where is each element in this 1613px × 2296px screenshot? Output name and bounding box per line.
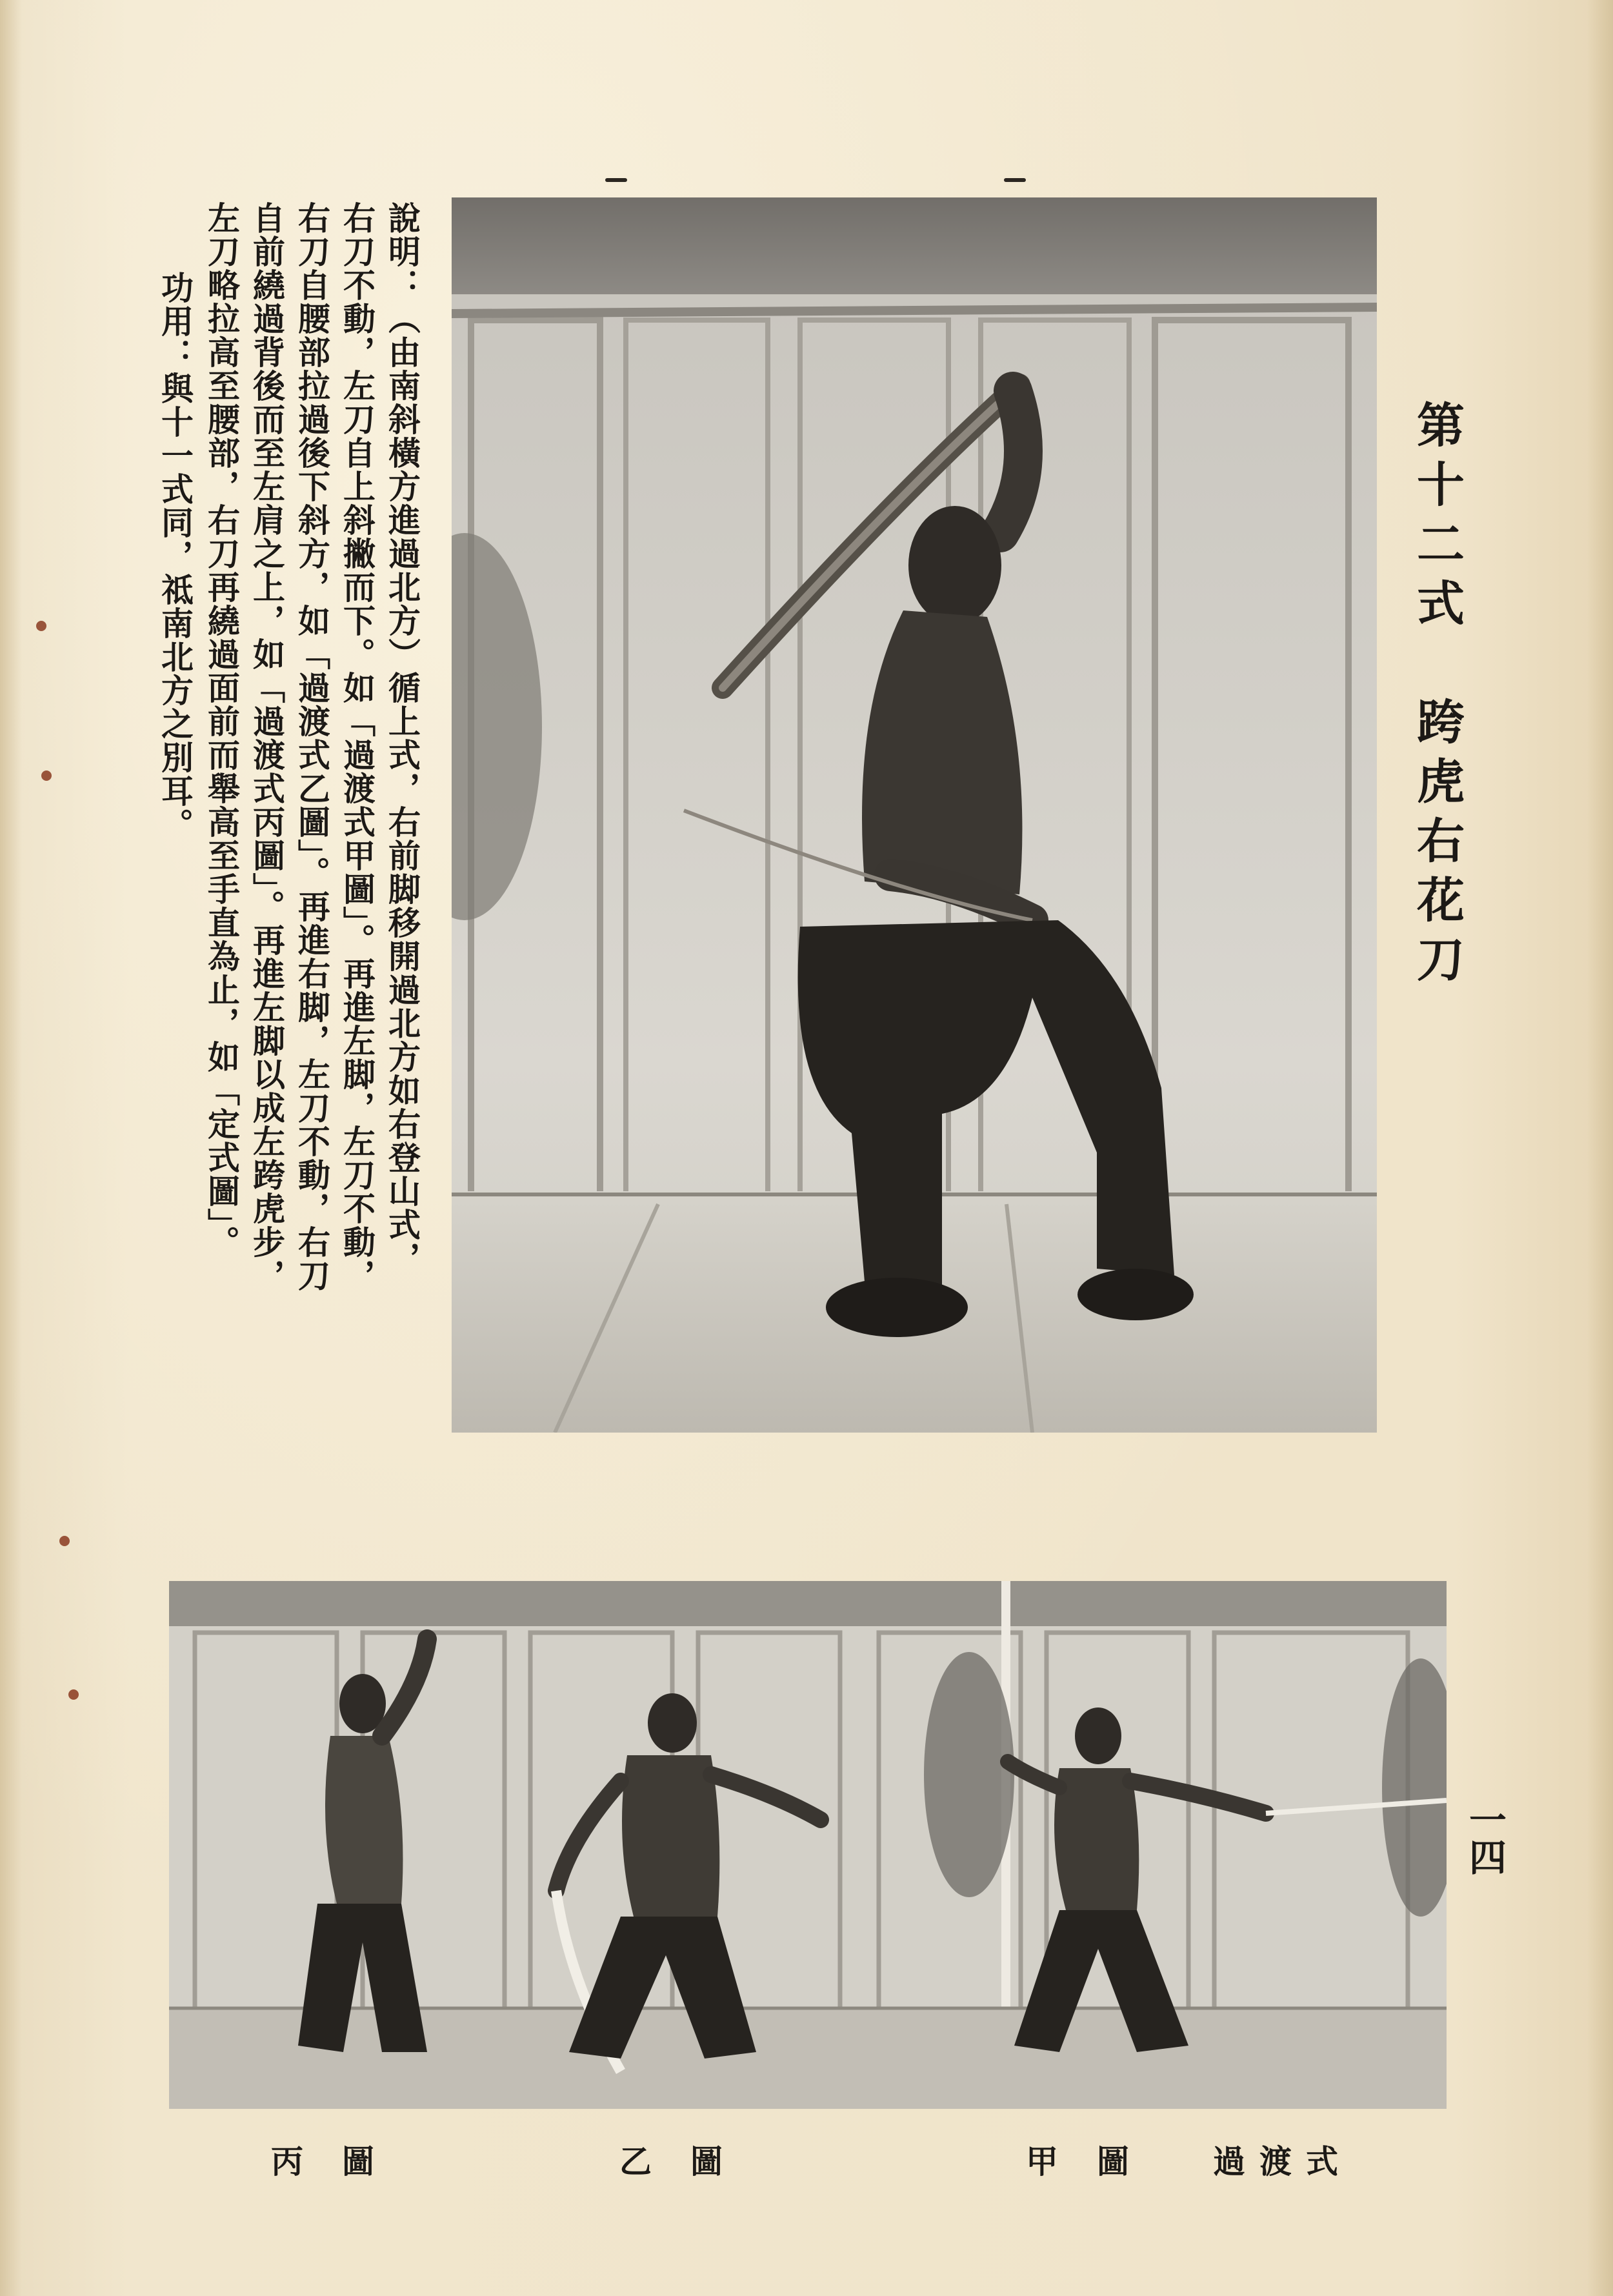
function-column: 功用：與十一式同，祗南北方之別耳。 <box>156 271 194 841</box>
page-edge-left <box>0 0 22 2296</box>
binding-hole-1 <box>36 621 46 631</box>
binding-hole-2 <box>41 770 52 781</box>
sequence-photo-illustration <box>169 1581 1447 2109</box>
caption-yi: 乙圖 <box>619 2142 761 2180</box>
description-column-4: 自前繞過背後而至左肩之上，如「過渡式丙圖」。再進左脚以成左跨虎步， <box>248 201 286 1293</box>
caption-jia: 甲圖 <box>1026 2142 1168 2180</box>
binding-hole-4 <box>68 1689 79 1700</box>
main-stance-photo <box>452 197 1377 1433</box>
form-name-title: 跨虎右花刀 <box>1409 697 1465 994</box>
main-photo-illustration <box>452 197 1377 1433</box>
registration-tick-left <box>605 178 627 182</box>
transition-sequence-photo <box>169 1581 1447 2109</box>
description-column-2: 右刀不動，左刀自上斜撇而下。如「過渡式甲圖」。再進左脚，左刀不動， <box>338 201 376 1293</box>
description-column-1: 說明：（由南斜橫方進過北方）循上式，右前脚移開過北方如右登山式， <box>383 201 421 1275</box>
caption-transition: 過渡式 <box>1213 2142 1352 2180</box>
binding-hole-3 <box>59 1536 70 1546</box>
description-column-5: 左刀略拉高至腰部，右刀再繞過面前而舉高至手直為止，如「定式圖」。 <box>203 201 241 1259</box>
page-number: 一四 <box>1463 1800 1507 1875</box>
description-column-3: 右刀自腰部拉過後下斜方，如「過渡式乙圖」。再進右脚，左刀不動，右刀 <box>293 201 331 1293</box>
registration-tick-right <box>1004 178 1026 182</box>
form-number-title: 第十二式 <box>1409 400 1465 638</box>
caption-bing: 丙圖 <box>271 2142 413 2180</box>
page-edge-right <box>1587 0 1613 2296</box>
